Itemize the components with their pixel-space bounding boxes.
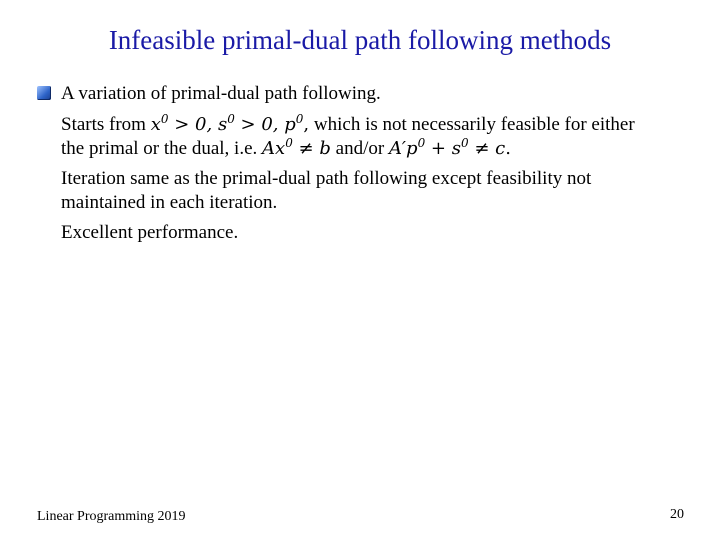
sub-paragraph-starting-point [36,113,676,161]
math-ax0-neq-b: $Ax^0 \ne b$ [262,136,331,159]
slide-title: Infeasible primal-dual path following methods [108,25,612,55]
square-bullet-icon [37,86,51,100]
math-p0: $p^0$, [284,112,310,135]
math-x0: $x^0$ [150,112,169,135]
math-atp0-s0-neq-c: $A'p^0 + s^0 \ne c$. [388,136,511,159]
text-not-feasible: which is not necessarily feasible for either [309,114,635,135]
text-and-or: and/or [330,138,389,159]
sub-paragraph-iteration: Iteration same as the primal-dual path following except feasibility not maintained in each iteration. [61,168,592,213]
slide-content [36,82,676,245]
math-gt0-b: > 0, [234,114,285,135]
text-starts-from: Starts from [61,114,151,135]
sub-paragraph-performance: Excellent performance. [61,222,239,243]
bullet-item [36,82,676,106]
bullet-text: A variation of primal-dual path following. [61,83,381,104]
math-gt0-a: > 0, [168,114,218,135]
text-primal-or-dual: the primal or the dual, i.e. [61,138,263,159]
footer-page-number: 20 [670,507,684,522]
footer-course-title: Linear Programming 2019 [37,509,186,524]
math-s0: $s^0$ [217,112,235,135]
